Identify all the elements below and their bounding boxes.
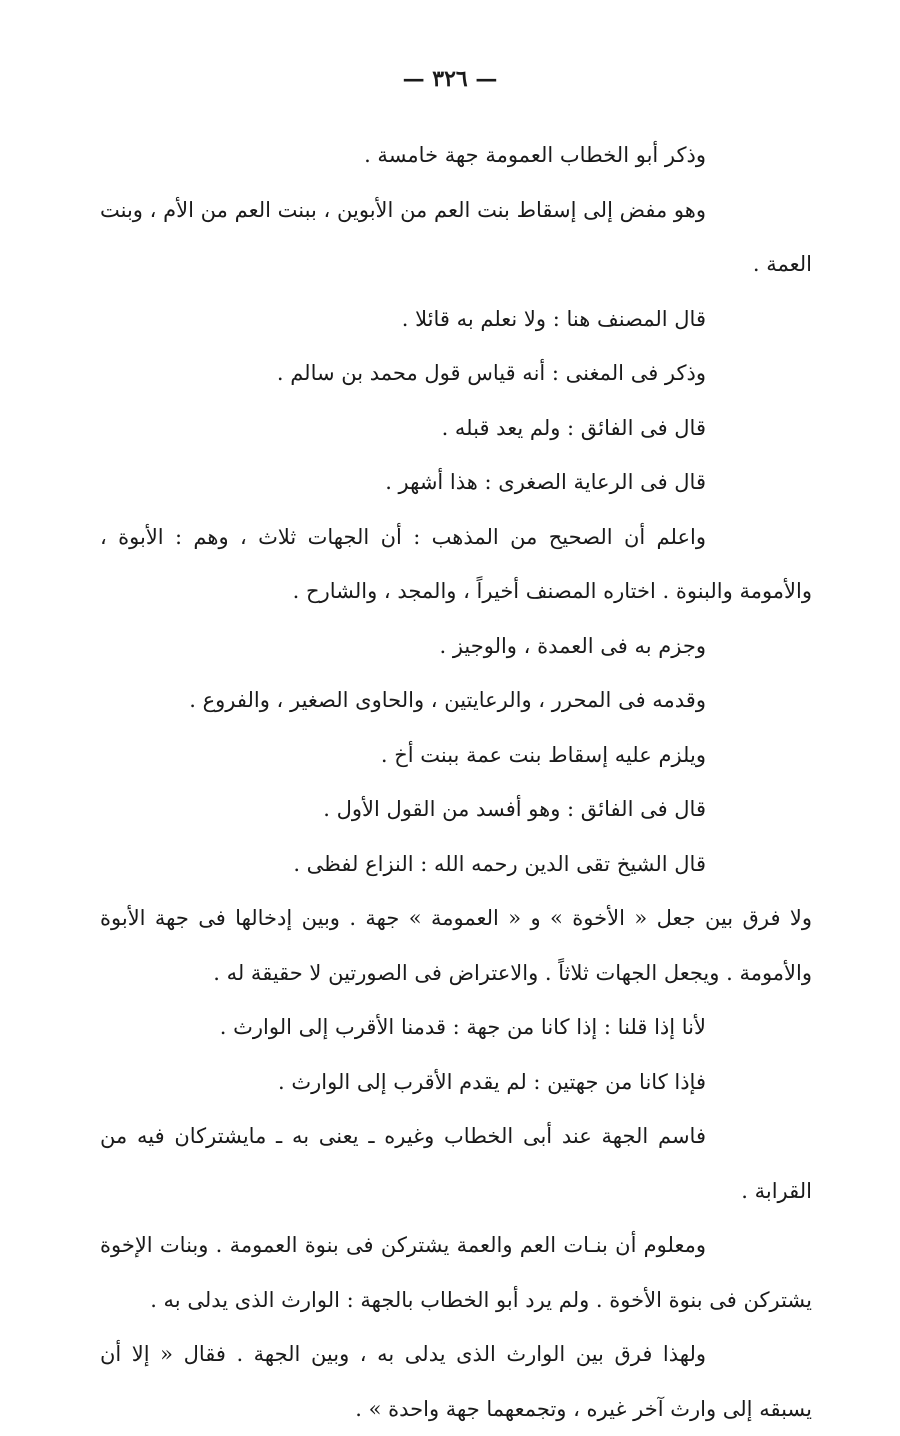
paragraph: وقدمه فى المحرر ، والرعايتين ، والحاوى الصغير ، والفروع . bbox=[189, 688, 706, 712]
paragraph: قال فى الفائق : ولم يعد قبله . bbox=[441, 415, 706, 440]
paragraph: ويلزم عليه إسقاط بنت عمة ببنت أخ . bbox=[380, 742, 706, 767]
paragraph: وهو مفض إلى إسقاط بنت العم من الأبوين ، ببنت العم من الأم ، وبنت العمة . bbox=[100, 197, 812, 276]
paragraph: فإذا كانا من جهتين : لم يقدم الأقرب إلى الوارث . bbox=[278, 1069, 706, 1094]
paragraph: فاسم الجهة عند أبى الخطاب وغيره ـ يعنى به ـ مايشتركان فيه من القرابة . bbox=[100, 1124, 812, 1203]
paragraph: قال الشيخ تقى الدين رحمه الله : النزاع لفظى . bbox=[293, 851, 706, 876]
paragraph: ولهذا فرق بين الوارث الذى يدلى به ، وبين الجهة . فقال « إلا أن يسبقه إلى وارث آخر غيره ، وتجمعهما جهة واحدة » . bbox=[100, 1342, 812, 1421]
page-number: — ٣٢٦ — bbox=[402, 66, 498, 92]
paragraph: وذكر فى المغنى : أنه قياس قول محمد بن سالم . bbox=[276, 361, 706, 385]
paragraph: لأنا إذا قلنا : إذا كانا من جهة : قدمنا الأقرب إلى الوارث . bbox=[219, 1015, 706, 1039]
paragraph: وجزم به فى العمدة ، والوجيز . bbox=[439, 633, 706, 658]
paragraph: ولا فرق بين جعل « الأخوة » و « العمومة » جهة . وبين إدخالها فى جهة الأبوة والأمومة . ويجعل الجهات ثلاثاً . والاعتراض فى الصورتين لا حقيقة له . bbox=[100, 906, 812, 985]
paragraph: قال فى الفائق : وهو أفسد من القول الأول . bbox=[323, 797, 706, 821]
paragraph: قال المصنف هنا : ولا نعلم به قائلا . bbox=[401, 306, 706, 331]
paragraph: وذكر أبو الخطاب العمومة جهة خامسة . bbox=[364, 143, 706, 167]
body-text bbox=[100, 128, 812, 1436]
paragraph: قال فى الرعاية الصغرى : هذا أشهر . bbox=[385, 470, 706, 494]
paragraph: واعلم أن الصحيح من المذهب : أن الجهات ثلاث ، وهم : الأبوة ، والأمومة والبنوة . اختاره المصنف أخيراً ، والمجد ، والشارح . bbox=[100, 524, 812, 603]
paragraph: ومعلوم أن بنـات العم والعمة يشتركن فى بنوة العمومة . وبنات الإخوة يشتركن فى بنوة الأخوة . ولم يرد أبو الخطاب بالجهة : الوارث الذى يدلى به . bbox=[100, 1233, 812, 1312]
